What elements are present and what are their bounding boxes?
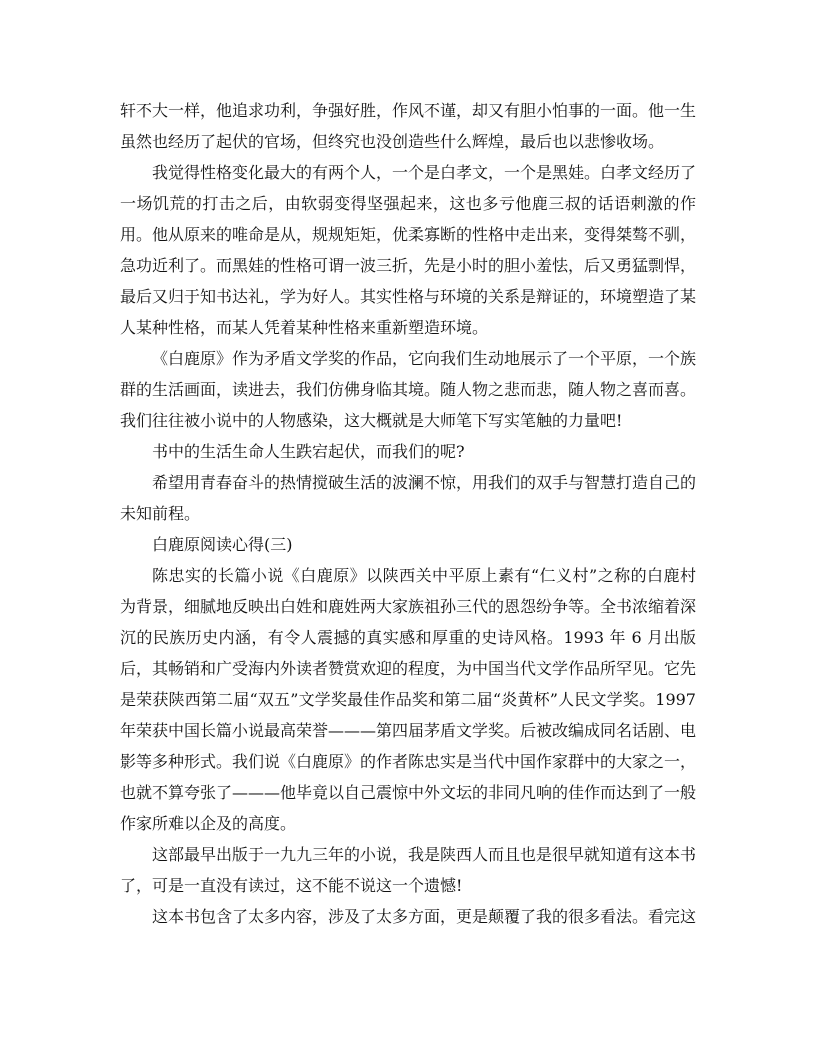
paragraph: 书中的生活生命人生跌宕起伏，而我们的呢?	[152, 442, 465, 461]
paragraph: 陈忠实的长篇小说《白鹿原》以陕西关中平原上素有“仁义村”之称的白鹿村为背景，细腻地反映出白姓和鹿姓两大家族祖孙三代的恩怨纷争等。全书浓缩着深沉的民族历史内涵，有令人震撼的真实感和厚重的史诗风格。1993 年 6 月出版后，其畅销和广受海内外读者赞赏欢迎的程度，为中国当代文学作品所罕见。它先是荣获陕西第二届“双五”文学奖最佳作品奖和第二届“炎黄杯”人民文学奖。1997 年荣获中国长篇小说最高荣誉———第四届茅盾文学奖。后被改编成同名话剧、电影等多种形式。我们说《白鹿原》的作者陈忠实是当代中国作家群中的大家之一，也就不算夸张了———他毕竟以自己震惊中外文坛的非同凡响的佳作而达到了一般作家所难以企及的高度。	[120, 566, 697, 833]
paragraph: 《白鹿原》作为矛盾文学奖的作品，它向我们生动地展示了一个平原，一个族群的生活画面，读进去，我们仿佛身临其境。随人物之悲而悲，随人物之喜而喜。我们往往被小说中的人物感染，这大概就是大师笔下写实笔触的力量吧!	[120, 349, 697, 430]
document-body	[120, 95, 696, 932]
paragraph-continuation: 轩不大一样，他追求功利，争强好胜，作风不谨，却又有胆小怕事的一面。他一生虽然也经历了起伏的官场，但终究也没创造些什么辉煌，最后也以悲惨收场。	[120, 101, 697, 151]
paragraph: 这本书包含了太多内容，涉及了太多方面，更是颠覆了我的很多看法。看完这	[152, 907, 697, 926]
section-heading: 白鹿原阅读心得(三)	[152, 535, 293, 554]
paragraph: 我觉得性格变化最大的有两个人，一个是白孝文，一个是黑娃。白孝文经历了一场饥荒的打击之后，由软弱变得坚强起来，这也多亏他鹿三叔的话语刺激的作用。他从原来的唯命是从，规规矩矩，优柔寡断的性格中走出来，变得桀骜不驯，急功近利了。而黑娃的性格可谓一波三折，先是小时的胆小羞怯，后又勇猛剽悍，最后又归于知书达礼，学为好人。其实性格与环境的关系是辩证的，环境塑造了某人某种性格，而某人凭着某种性格来重新塑造环境。	[120, 163, 697, 337]
paragraph: 希望用青春奋斗的热情搅破生活的波澜不惊，用我们的双手与智慧打造自己的未知前程。	[120, 473, 697, 523]
paragraph: 这部最早出版于一九九三年的小说，我是陕西人而且也是很早就知道有这本书了，可是一直没有读过，这不能不说这一个遗憾!	[120, 845, 697, 895]
